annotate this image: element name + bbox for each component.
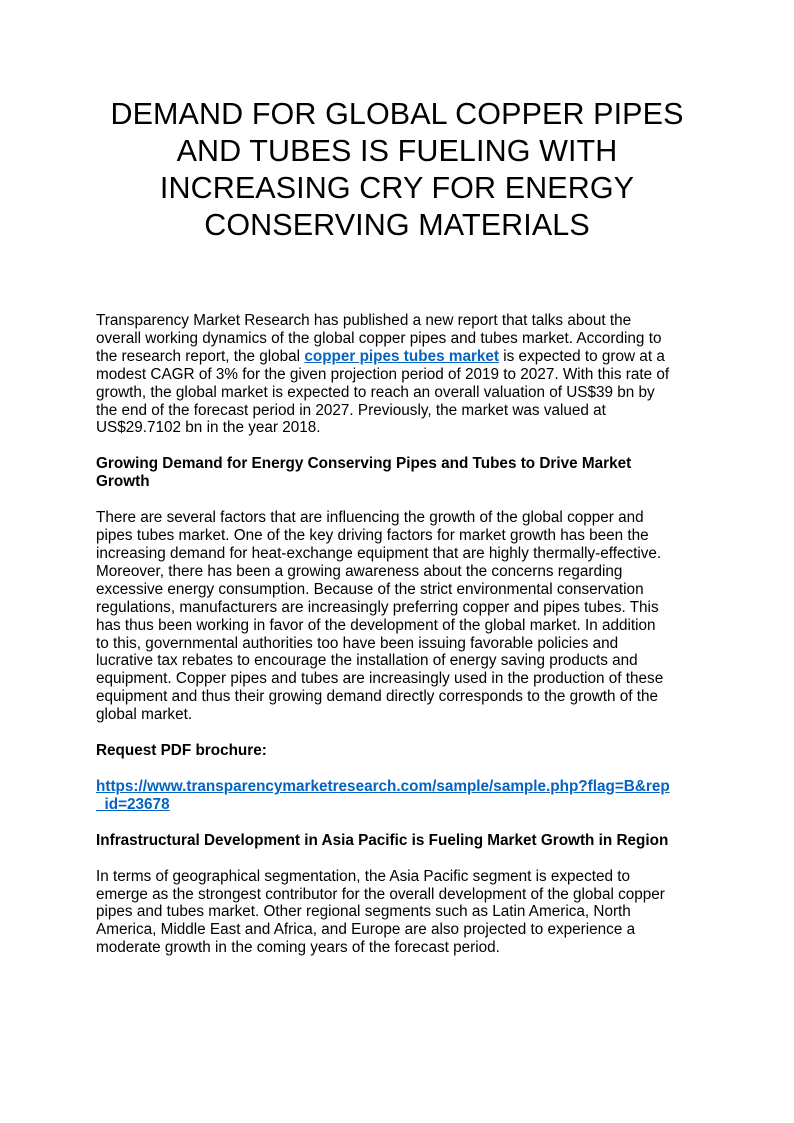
spacer: [96, 437, 706, 455]
paragraph-line: Moreover, there has been a growing awareness about the concerns regarding: [96, 562, 623, 580]
title-line: AND TUBES IS FUELING WITH: [176, 134, 618, 168]
paragraph-line: pipes tubes market. One of the key driving factors for market growth has been the: [96, 527, 649, 545]
intro-line: the end of the forecast period in 2027. Previously, the market was valued at: [96, 401, 606, 419]
brochure-link-block: [96, 778, 706, 814]
paragraph-line: lucrative tax rebates to encourage the installation of energy saving products and: [96, 652, 638, 670]
section-heading-asia-pacific: Infrastructural Development in Asia Pacific is Fueling Market Growth in Region: [96, 831, 669, 849]
paragraph-line: increasing demand for heat-exchange equipment that are highly thermally-effective.: [96, 544, 662, 562]
heading-line: Growing Demand for Energy Conserving Pipes and Tubes to Drive Market: [96, 455, 632, 473]
region-paragraph: [96, 868, 706, 958]
heading-line: Growth: [96, 473, 150, 491]
intro-line: growth, the global market is expected to reach an overall valuation of US$39 bn by: [96, 383, 655, 401]
paragraph-line: America, Middle East and Africa, and Europe are also projected to experience a: [96, 921, 636, 939]
title-line: CONSERVING MATERIALS: [204, 208, 590, 242]
paragraph-line: There are several factors that are influencing the growth of the global copper and: [96, 509, 644, 527]
spacer: [96, 724, 706, 742]
brochure-url-link[interactable]: https://www.transparencymarketresearch.com/sample/sample.php?flag=B&rep: [96, 777, 670, 795]
spacer: [96, 850, 706, 868]
intro-line: US$29.7102 bn in the year 2018.: [96, 419, 321, 437]
brochure-url-link[interactable]: _id=23678: [96, 795, 170, 813]
growth-paragraph: [96, 509, 706, 724]
paragraph-line: equipment. Copper pipes and tubes are increasingly used in the production of these: [96, 670, 664, 688]
spacer: [96, 491, 706, 509]
section-heading-energy: [96, 455, 706, 491]
paragraph-line: to this, governmental authorities too have been issuing favorable policies and: [96, 634, 619, 652]
intro-text: is expected to grow at a: [499, 347, 665, 365]
paragraph-line: equipment and thus their growing demand directly corresponds to the growth of the: [96, 688, 659, 706]
paragraph-line: has thus been working in favor of the development of the global market. In addition: [96, 616, 656, 634]
intro-line: modest CAGR of 3% for the given projection period of 2019 to 2027. With this rate of: [96, 365, 670, 383]
market-report-link[interactable]: copper pipes tubes market: [304, 347, 500, 365]
title-line: INCREASING CRY FOR ENERGY: [159, 171, 635, 205]
paragraph-line: emerge as the strongest contributor for the overall development of the global copper: [96, 885, 665, 903]
paragraph-line: pipes and tubes market. Other regional segments such as Latin America, North: [96, 903, 631, 921]
paragraph-line: moderate growth in the coming years of the forecast period.: [96, 939, 500, 957]
paragraph-line: In terms of geographical segmentation, the Asia Pacific segment is expected to: [96, 867, 630, 885]
paragraph-line: regulations, manufacturers are increasingly preferring copper and pipes tubes. This: [96, 598, 659, 616]
intro-paragraph: [96, 312, 706, 437]
intro-line: [96, 348, 706, 366]
page-title: [60, 96, 734, 244]
spacer: [96, 760, 706, 778]
intro-line: Transparency Market Research has published a new report that talks about the: [96, 312, 632, 329]
title-line: DEMAND FOR GLOBAL COPPER PIPES: [110, 97, 684, 131]
paragraph-line: excessive energy consumption. Because of the strict environmental conservation: [96, 580, 644, 598]
spacer: [96, 814, 706, 832]
intro-line: overall working dynamics of the global copper pipes and tubes market. According to: [96, 329, 662, 347]
document-body: [96, 312, 706, 957]
paragraph-line: global market.: [96, 706, 193, 724]
intro-text: the research report, the global: [96, 347, 305, 365]
request-brochure-label: Request PDF brochure:: [96, 742, 267, 760]
